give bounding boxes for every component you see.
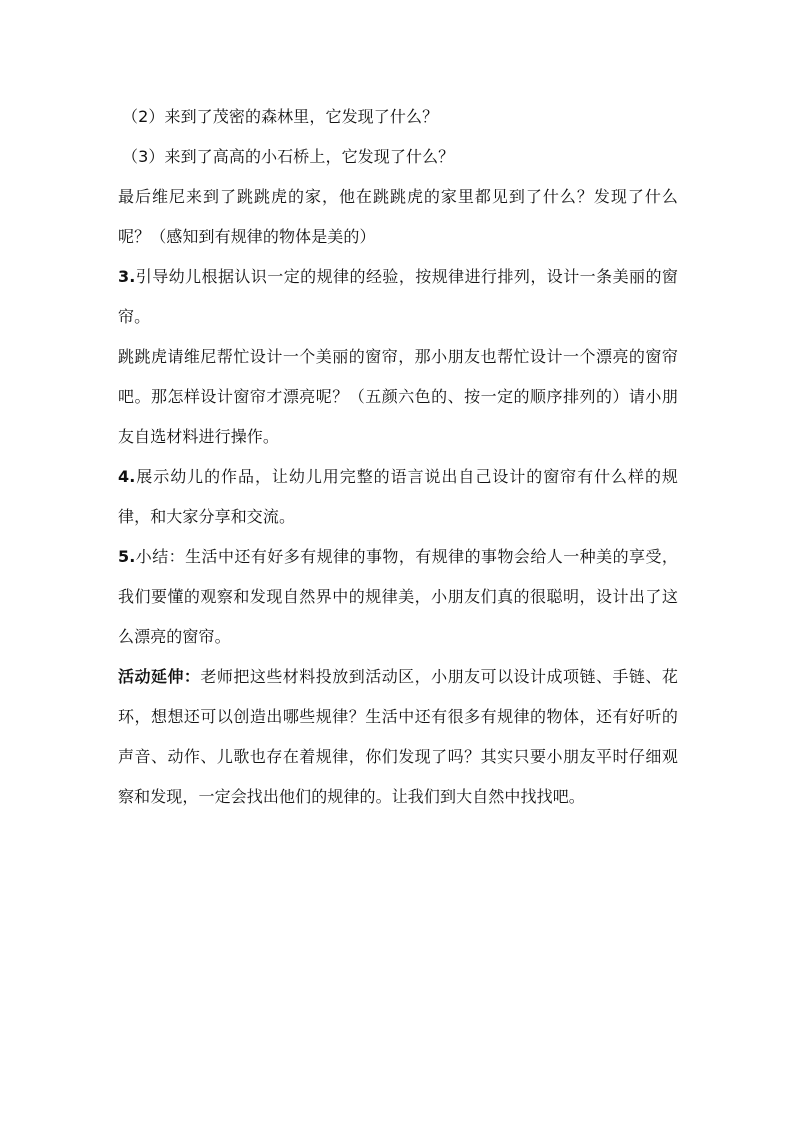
step-4-text: 展示幼儿的作品，让幼儿用完整的语言说出自己设计的窗帘有什么样的规律，和大家分享和交流。 bbox=[118, 467, 678, 526]
document-body bbox=[118, 97, 678, 817]
paragraph-final-visit-text: 最后维尼来到了跳跳虎的家，他在跳跳虎的家里都见到了什么？发现了什么呢？（感知到有规律的物体是美的） bbox=[118, 187, 678, 246]
paragraph-final-visit bbox=[118, 177, 678, 257]
question-2-text: （2）来到了茂密的森林里，它发现了什么？ bbox=[122, 107, 439, 126]
question-3 bbox=[118, 137, 678, 177]
activity-extension bbox=[118, 657, 678, 817]
step-4 bbox=[118, 457, 678, 537]
question-3-text: （3）来到了高高的小石桥上，它发现了什么？ bbox=[122, 147, 455, 166]
activity-extension-lead: 活动延伸： bbox=[118, 667, 201, 686]
step-3 bbox=[118, 257, 678, 337]
step-5-number: 5. bbox=[118, 547, 136, 566]
step-3-number: 3. bbox=[118, 267, 136, 286]
question-2 bbox=[118, 97, 678, 137]
step-4-number: 4. bbox=[118, 467, 136, 486]
paragraph-curtain bbox=[118, 337, 678, 457]
step-5 bbox=[118, 537, 678, 657]
activity-extension-text: 老师把这些材料投放到活动区，小朋友可以设计成项链、手链、花环，想想还可以创造出哪些规律？生活中还有很多有规律的物体，还有好听的声音、动作、儿歌也存在着规律，你们发现了吗？其实只要小朋友平时仔细观察和发现，一定会找出他们的规律的。让我们到大自然中找找吧。 bbox=[118, 667, 678, 806]
step-3-text: 引导幼儿根据认识一定的规律的经验，按规律进行排列，设计一条美丽的窗帘。 bbox=[118, 267, 678, 326]
step-5-text: 小结：生活中还有好多有规律的事物，有规律的事物会给人一种美的享受，我们要懂的观察和发现自然界中的规律美，小朋友们真的很聪明，设计出了这么漂亮的窗帘。 bbox=[118, 547, 678, 646]
paragraph-curtain-text: 跳跳虎请维尼帮忙设计一个美丽的窗帘，那小朋友也帮忙设计一个漂亮的窗帘吧。那怎样设计窗帘才漂亮呢？（五颜六色的、按一定的顺序排列的）请小朋友自选材料进行操作。 bbox=[118, 347, 678, 446]
